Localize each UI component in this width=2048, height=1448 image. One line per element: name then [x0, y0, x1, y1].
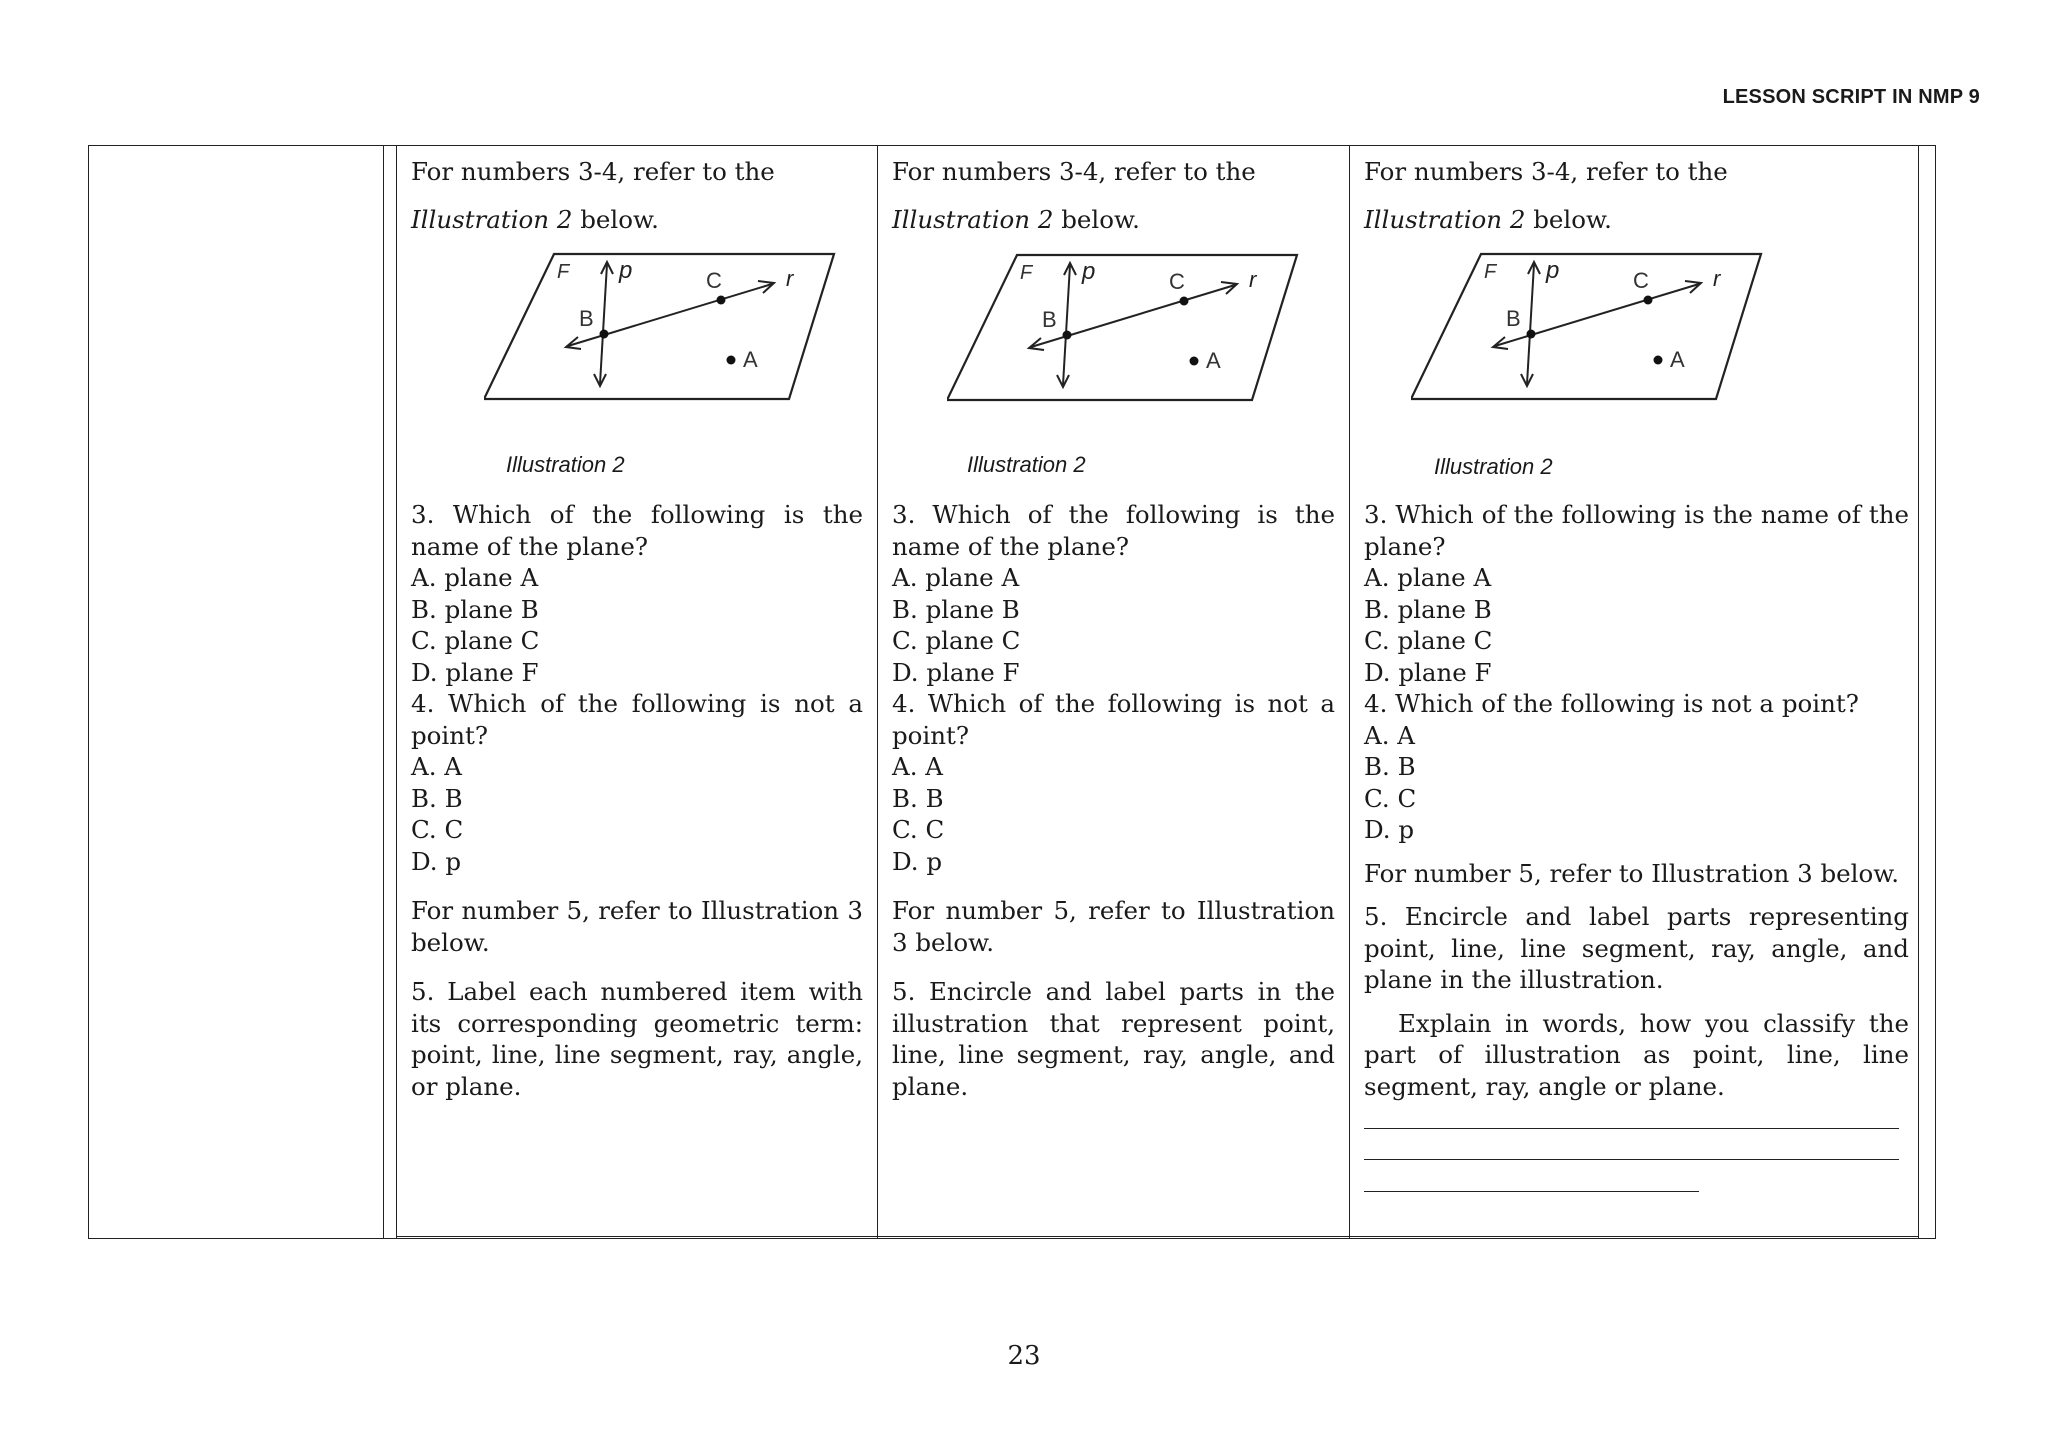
plane-f-outline [1411, 254, 1761, 399]
q3-option: D. plane F [1364, 657, 1492, 687]
point-c-label: C [1633, 268, 1649, 293]
q3-option: A. plane A [1364, 563, 1492, 592]
q3-option: C. plane C [1364, 626, 1493, 655]
plane-label: F [1484, 261, 1497, 283]
line-p-label: p [619, 257, 633, 284]
point-b [1063, 331, 1072, 340]
q3-option: B. plane B [411, 594, 539, 624]
intro-rest: below. [1053, 205, 1140, 234]
point-b [600, 330, 609, 339]
line-r [1495, 284, 1699, 346]
line-p-label: p [1546, 257, 1560, 284]
point-a-label: A [1670, 347, 1685, 372]
q3-option: B. plane B [892, 594, 1020, 624]
q3-option: C. plane C [892, 626, 1021, 655]
plane-label: F [1020, 262, 1033, 284]
line-r [1031, 285, 1235, 347]
point-a-label: A [1206, 348, 1221, 373]
point-c [717, 296, 726, 305]
point-c-label: C [706, 268, 722, 293]
q4-option: C. C [411, 815, 464, 844]
point-a [1654, 356, 1663, 365]
column-1 [411, 145, 863, 1239]
point-b-label: B [1506, 306, 1521, 331]
q4-option: C. C [1364, 783, 1417, 813]
point-b-label: B [579, 306, 594, 331]
intro-italic: Illustration 2 [1364, 205, 1526, 234]
plane-label: F [557, 261, 570, 283]
q4-option: C. C [892, 815, 945, 844]
answer-line[interactable] [1364, 1128, 1899, 1129]
q4-option: D. p [411, 846, 462, 876]
plane-f-outline [947, 255, 1297, 400]
figure-caption: Illustration 2 [506, 452, 625, 477]
q4-option: A. A [1364, 720, 1415, 750]
plane-f-outline [484, 254, 834, 399]
intro-line: For numbers 3-4, refer to the [1364, 157, 1728, 186]
line-r-label: r [786, 266, 794, 291]
q4-option: A. A [892, 752, 943, 781]
point-a [727, 356, 736, 365]
line-p [1527, 264, 1534, 384]
q4-option: B. B [411, 783, 463, 813]
column-3 [1364, 145, 1909, 1239]
point-c-label: C [1169, 269, 1185, 294]
q3-option: B. plane B [1364, 594, 1492, 624]
q3-option: A. plane A [411, 563, 539, 592]
line-r-label: r [1713, 266, 1721, 291]
answer-line[interactable] [1364, 1159, 1899, 1160]
q3-option: C. plane C [411, 626, 540, 655]
line-r [568, 284, 772, 346]
table-divider [383, 145, 384, 1239]
illustration-2-figure [484, 246, 904, 441]
reference-5: For number 5, refer to Illustration 3 below. [1364, 858, 1900, 888]
question-5: 5. Label each numbered item with its corresponding geometric term: point, line, line segment, ray, angle, or plane. [411, 977, 863, 1101]
q4-option: D. p [1364, 815, 1415, 844]
column-2 [892, 145, 1335, 1239]
table-divider [396, 145, 397, 1239]
point-b-label: B [1042, 307, 1057, 332]
explain-prompt: Explain in words, how you classify the part of illustration as point, line, line segment, ray, angle or plane. [1364, 1008, 1909, 1101]
page-number: 23 [1007, 1341, 1041, 1371]
question-3: 3. Which of the following is the name of the plane? [892, 500, 1335, 561]
q3-option: A. plane A [892, 563, 1020, 592]
intro-italic: Illustration 2 [892, 205, 1054, 234]
answer-line[interactable] [1364, 1191, 1699, 1192]
q4-option: D. p [892, 846, 943, 876]
q4-option: B. B [1364, 752, 1416, 781]
reference-5: For number 5, refer to Illustration 3 below. [892, 896, 1335, 957]
illustration-2-figure [947, 247, 1367, 442]
q3-option: D. plane F [411, 657, 539, 687]
figure-caption: Illustration 2 [1434, 454, 1553, 479]
point-a [1190, 357, 1199, 366]
intro-line: For numbers 3-4, refer to the [892, 157, 1256, 186]
reference-5: For number 5, refer to Illustration 3 below. [411, 896, 863, 957]
table-divider [1918, 145, 1919, 1239]
illustration-2-figure [1411, 246, 1831, 441]
figure-caption: Illustration 2 [967, 452, 1086, 477]
question-4: 4. Which of the following is not a point? [411, 689, 863, 750]
point-b [1527, 330, 1536, 339]
point-c [1644, 296, 1653, 305]
point-a-label: A [743, 347, 758, 372]
intro-line: For numbers 3-4, refer to the [411, 157, 775, 186]
question-3: 3. Which of the following is the name of the plane? [1364, 500, 1909, 561]
line-p [1063, 265, 1070, 385]
line-p-label: p [1082, 258, 1096, 285]
question-5: 5. Encircle and label parts in the illustration that represent point, line, line segment, ray, angle, and plane. [892, 977, 1335, 1101]
question-4: 4. Which of the following is not a point? [892, 689, 1335, 750]
question-4: 4. Which of the following is not a point? [1364, 689, 1859, 718]
line-r-label: r [1249, 267, 1257, 292]
point-c [1180, 297, 1189, 306]
intro-italic: Illustration 2 [411, 205, 573, 234]
q3-option: D. plane F [892, 657, 1020, 687]
question-3: 3. Which of the following is the name of the plane? [411, 500, 863, 561]
intro-rest: below. [1525, 205, 1612, 234]
question-5: 5. Encircle and label parts representing point, line, line segment, ray, angle, and plane in the illustration. [1364, 902, 1909, 994]
line-p [600, 264, 607, 384]
intro-rest: below. [572, 205, 659, 234]
q4-option: A. A [411, 752, 462, 781]
q4-option: B. B [892, 783, 944, 813]
page-header: LESSON SCRIPT IN NMP 9 [1722, 86, 1980, 108]
